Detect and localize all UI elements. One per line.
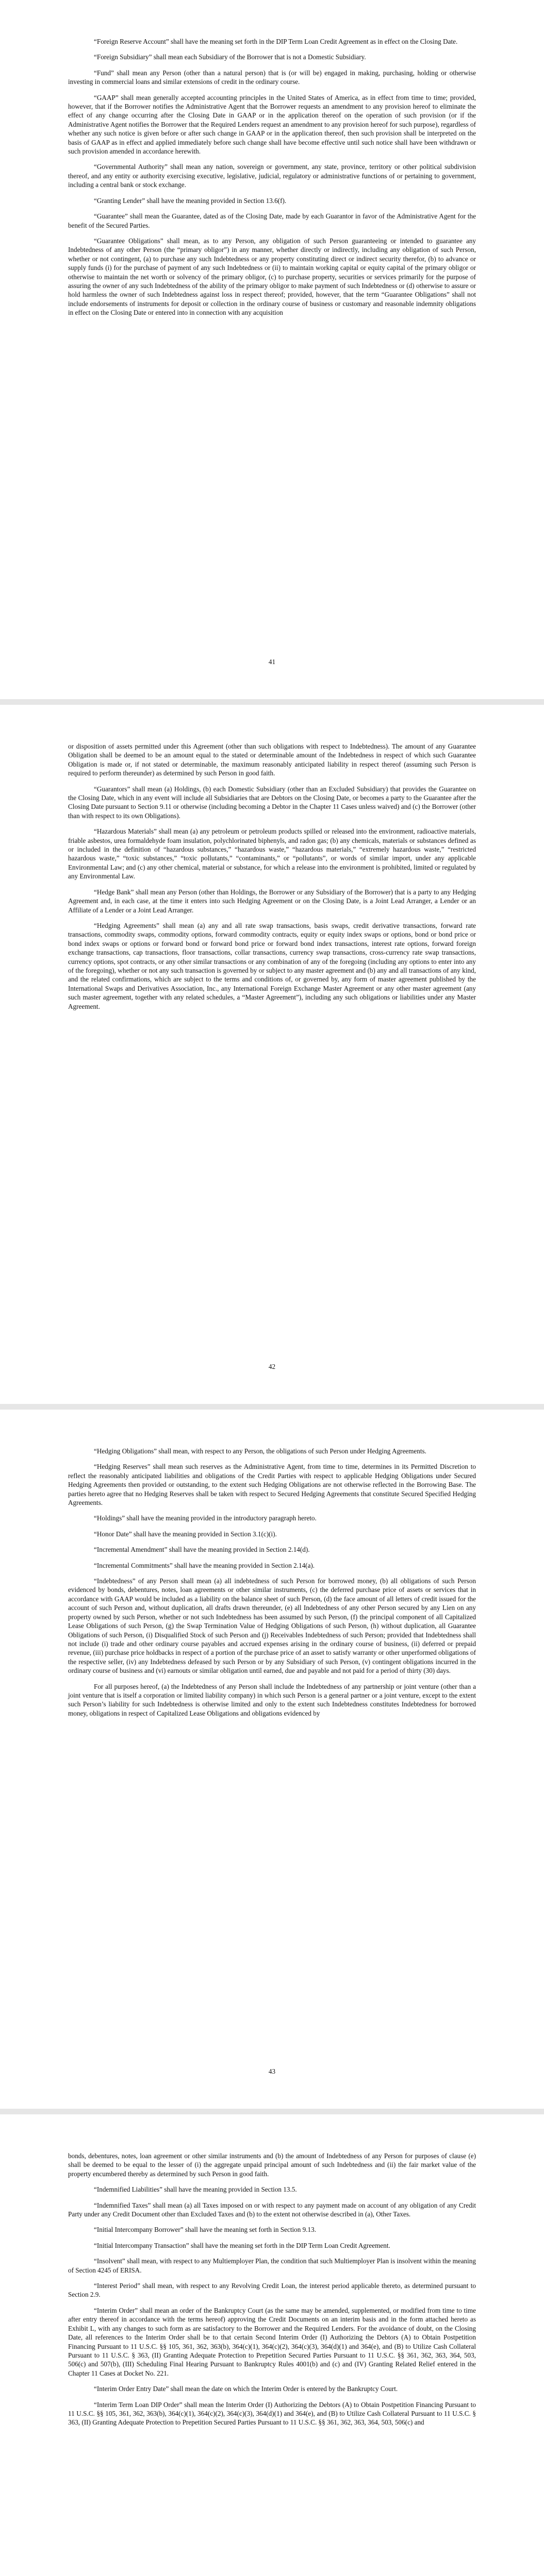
definition-paragraph: “Fund” shall mean any Person (other than a natural person) that is (or will be) engaged in making, purchasing, holding or otherwise investing in commercial loans and similar extensions of credit in the ordinary course. [68, 69, 476, 86]
definition-paragraph: “Incremental Amendment” shall have the meaning provided in Section 2.14(d). [94, 1546, 310, 1554]
page-44 [0, 2114, 544, 2576]
definition-paragraph: “Foreign Reserve Account” shall have the meaning set forth in the DIP Term Loan Credit Agreement as in effect on the Closing Date. [94, 38, 458, 45]
definition-paragraph: “Interim Order Entry Date” shall mean the date on which the Interim Order is entered by the Bankruptcy Court. [94, 2385, 398, 2393]
definition-paragraph: “Incremental Commitments” shall have the meaning provided in Section 2.14(a). [94, 1561, 315, 1569]
definition-paragraph: “Initial Intercompany Borrower” shall have the meaning set forth in Section 9.13. [94, 2226, 317, 2234]
definition-paragraph: “Insolvent” shall mean, with respect to any Multiemployer Plan, the condition that such Multiemployer Plan is insolvent within the meaning of Section 4245 of ERISA. [68, 2257, 476, 2274]
definition-paragraph: “Governmental Authority” shall mean any nation, sovereign or government, any state, province, territory or other political subdivision thereof, and any entity or authority exercising executive, legislative, judicial, regulatory or administrative functions of or pertaining to government, including a central bank or stock exchange. [68, 163, 476, 189]
definition-paragraph: “Interest Period” shall mean, with respect to any Revolving Credit Loan, the interest period applicable thereto, as determined pursuant to Section 2.9. [68, 2282, 476, 2299]
definition-paragraph: For all purposes hereof, (a) the Indebtedness of any Person shall include the Indebtedness of any partnership or joint venture (other than a joint venture that is itself a corporation or limited liability company) in which such Person is a general partner or a joint venture, except to the extent such Person’s liability for such Indebtedness is otherwise limited and only to the extent such Indebtedness constitutes Indebtedness for borrowed money, obligations in respect of Capitalized Lease Obligations and obligations evidenced by [68, 1682, 476, 1717]
definition-paragraph: “Hedging Agreements” shall mean (a) any and all rate swap transactions, basis swaps, credit derivative transactions, forward rate transactions, commodity swaps, commodity options, forward commodity contracts, equity or equity index swaps or options, bond or bond price or bond index swaps or options or forward bond or forward bond price or forward bond index transactions, interest rate options, forward foreign exchange transactions, cap transactions, floor transactions, collar transactions, currency swap transactions, cross-currency rate swap transactions, currency options, spot contracts, or any other similar transactions or any combination of any of the foregoing (including any options to enter into any of the foregoing), whether or not any such transaction is governed by or subject to any master agreement and (b) any and all transactions of any kind, and the related confirmations, which are subject to the terms and conditions of, or governed by, any form of master agreement published by the International Swaps and Derivatives Association, Inc., any International Foreign Exchange Master Agreement or any other master agreement (any such master agreement, together with any related schedules, a “Master Agreement”), including any such obligations or liabilities under any Master Agreement. [68, 921, 476, 1010]
definition-paragraph: “Hedging Obligations” shall mean, with respect to any Person, the obligations of such Person under Hedging Agreements. [94, 1447, 426, 1455]
definition-paragraph: “Hazardous Materials” shall mean (a) any petroleum or petroleum products spilled or released into the environment, radioactive materials, friable asbestos, urea formaldehyde foam insulation, polychlorinated biphenyls, and radon gas; (b) any chemicals, materials or substances defined as or included in the definition of “hazardous substances,” “hazardous waste,” “hazardous materials,” “extremely hazardous waste,” “restricted hazardous waste,” “toxic substances,” “toxic pollutants,” “contaminants,” or “pollutants”, or words of similar import, under any applicable Environmental Law; and (c) any other chemical, material or substance, for which a release into the environment is prohibited, limited or regulated by any Environmental Law. [68, 827, 476, 880]
page-number: 42 [268, 1363, 276, 1370]
definition-paragraph: “Foreign Subsidiary” shall mean each Subsidiary of the Borrower that is not a Domestic Subsidiary. [94, 53, 366, 61]
page-42 [0, 705, 544, 1404]
definition-paragraph: “Guarantee” shall mean the Guarantee, dated as of the Closing Date, made by each Guarantor in favor of the Administrative Agent for the benefit of the Secured Parties. [68, 212, 476, 229]
page-number: 43 [268, 2067, 276, 2075]
definition-paragraph: bonds, debentures, notes, loan agreement or other similar instruments and (b) the amount of Indebtedness of any Person for purposes of clause (e) shall be deemed to be equal to the lesser of (i) the aggregate unpaid principal amount of such Indebtedness and (ii) the fair market value of the property encumbered thereby as determined by such Person in good faith. [68, 2152, 476, 2178]
definition-paragraph: “Initial Intercompany Transaction” shall have the meaning set forth in the DIP Term Loan Credit Agreement. [94, 2241, 390, 2249]
definition-paragraph: or disposition of assets permitted under this Agreement (other than such obligations with respect to Indebtedness). The amount of any Guarantee Obligation shall be deemed to be an amount equal to the stated or determinable amount of the Indebtedness in respect of which such Guarantee Obligation is made or, if not stated or determinable, the maximum reasonably anticipated liability in respect thereof (assuming such Person is required to perform thereunder) as determined by such Person in good faith. [68, 742, 476, 777]
definition-paragraph: “GAAP” shall mean generally accepted accounting principles in the United States of America, as in effect from time to time; provided, however, that if the Borrower notifies the Administrative Agent that the Borrower requests an amendment to any provision hereof to eliminate the effect of any change occurring after the Closing Date in GAAP or in the application thereof on the operation of such provision (or if the Administrative Agent notifies the Borrower that the Required Lenders request an amendment to any provision hereof for such purpose), regardless of whether any such notice is given before or after such change in GAAP or in the application thereof, then such provision shall be interpreted on the basis of GAAP as in effect and applied immediately before such change shall have become effective until such notice shall have been withdrawn or such provision amended in accordance herewith. [68, 93, 476, 156]
definition-paragraph: “Hedging Reserves” shall mean such reserves as the Administrative Agent, from time to time, determines in its Permitted Discretion to reflect the reasonably anticipated liabilities and obligations of the Credit Parties with respect to applicable Hedging Obligations under Secured Hedging Agreements then provided or outstanding, to the extent such Hedging Obligations are not otherwise reflected in the Borrowing Base. The parties hereto agree that no Hedging Reserves shall be taken with respect to Secured Hedging Agreements that constitute Secured Specified Hedging Agreements. [68, 1463, 476, 1507]
definition-paragraph: “Interim Order” shall mean an order of the Bankruptcy Court (as the same may be amended, supplemented, or modified from time to time after entry thereof in accordance with the terms hereof) approving the Credit Documents on an interim basis and in the form attached hereto as Exhibit L, with any changes to such form as are satisfactory to the Borrower and the Required Lenders. For the avoidance of doubt, on the Closing Date, all references to the Interim Order shall be to that certain Second Interim Order (I) Authorizing the Debtors (A) to Obtain Postpetition Financing Pursuant to 11 U.S.C. §§ 105, 361, 362, 363(b), 364(c)(1), 364(c)(2), 364(c)(3), 364(d)(1) and 364(e), and (B) to Utilize Cash Collateral Pursuant to 11 U.S.C. § 363, (II) Granting Adequate Protection to Prepetition Secured Parties Pursuant to 11 U.S.C. §§ 361, 362, 363, 364, 503, 506(c) and 507(b), (III) Scheduling Final Hearing Pursuant to Bankruptcy Rules 4001(b) and (c) and (IV) Granting Related Relief entered in the Chapter 11 Cases at Docket No. 221. [68, 2306, 476, 2377]
definition-paragraph: “Holdings” shall have the meaning provided in the introductory paragraph hereto. [94, 1514, 317, 1522]
definition-paragraph: “Interim Term Loan DIP Order” shall mean the Interim Order (I) Authorizing the Debtors (A) to Obtain Postpetition Financing Pursuant to 11 U.S.C. §§ 105, 361, 362, 363(b), 364(c)(1), 364(c)(2), 364(c)(3), 364(d)(1) and 364(e), and (B) to Utilize Cash Collateral Pursuant to 11 U.S.C. § 363, (II) Granting Adequate Protection to Prepetition Secured Parties Pursuant to 11 U.S.C. §§ 361, 362, 363, 364, 503, 506(c) and [68, 2400, 476, 2427]
definition-paragraph: “Guarantee Obligations” shall mean, as to any Person, any obligation of such Person guaranteeing or intended to guarantee any Indebtedness of any other Person (the “primary obligor”) in any manner, whether directly or indirectly, including any obligation of such Person, whether or not contingent, (a) to purchase any such Indebtedness or any property constituting direct or indirect security therefor, (b) to advance or supply funds (i) for the purchase of payment of any such Indebtedness or (ii) to maintain working capital or equity capital of the primary obligor or otherwise to maintain the net worth or solvency of the primary obligor, (c) to purchase property, securities or services primarily for the purpose of assuring the owner of any such Indebtedness of the ability of the primary obligor to make payment of such Indebtedness or (d) otherwise to assure or hold harmless the owner of such Indebtedness against loss in respect thereof; provided, however, that the term “Guarantee Obligations” shall not include endorsements of instruments for deposit or collection in the ordinary course of business or customary and reasonable indemnity obligations in effect on the Closing Date or entered into in connection with any acquisition [68, 236, 476, 317]
page-number: 41 [268, 658, 276, 666]
page-43 [0, 1410, 544, 2109]
definition-paragraph: “Guarantors” shall mean (a) Holdings, (b) each Domestic Subsidiary (other than an Excluded Subsidiary) that provides the Guarantee on the Closing Date, which in any event will include all Subsidiaries that are Debtors on the Closing Date, or becomes a party to the Guarantee after the Closing Date pursuant to Section 9.11 or otherwise (including becoming a Debtor in the Chapter 11 Cases unless waived) and (c) the Borrower (other than with respect to its own Obligations). [68, 785, 476, 820]
page-41 [0, 0, 544, 699]
definition-paragraph: “Indebtedness” of any Person shall mean (a) all indebtedness of such Person for borrowed money, (b) all obligations of such Person evidenced by bonds, debentures, notes, loan agreements or other similar instruments, (c) the deferred purchase price of assets or services that in accordance with GAAP would be included as a liability on the balance sheet of such Person, (d) the face amount of all letters of credit issued for the account of such Person and, without duplication, all drafts drawn thereunder, (e) all Indebtedness of any other Person secured by any Lien on any property owned by such Person, whether or not such Indebtedness has been assumed by such Person, (f) the principal component of all Capitalized Lease Obligations of such Person, (g) the Swap Termination Value of Hedging Obligations of such Person, (h) without duplication, all Guarantee Obligations of such Person, (i) Disqualified Stock of such Person and (j) Receivables Indebtedness of such Person; provided that Indebtedness shall not include (i) trade and other ordinary course payables and accrued expenses arising in the ordinary course of business, (ii) deferred or prepaid revenue, (iii) purchase price holdbacks in respect of a portion of the purchase price of an asset to satisfy warranty or other unperformed obligations of the respective seller, (iv) any Indebtedness defeased by such Person or by any Subsidiary of such Person, (v) contingent obligations incurred in the ordinary course of business and (vi) earnouts or similar obligation until earned, due and payable and not paid for a period of thirty (30) days. [68, 1577, 476, 1675]
definition-paragraph: “Granting Lender” shall have the meaning provided in Section 13.6(f). [94, 196, 287, 205]
definition-paragraph: “Indemnified Liabilities” shall have the meaning provided in Section 13.5. [94, 2185, 297, 2194]
definition-paragraph: “Hedge Bank” shall mean any Person (other than Holdings, the Borrower or any Subsidiary of the Borrower) that is a party to any Hedging Agreement and, in each case, at the time it enters into such Hedging Agreement or on the Closing Date, is a Joint Lead Arranger, a Lender or an Affiliate of a Lender or a Joint Lead Arranger. [68, 888, 476, 914]
definition-paragraph: “Indemnified Taxes” shall mean (a) all Taxes imposed on or with respect to any payment made on account of any obligation of any Credit Party under any Credit Document other than Excluded Taxes and (b) to the extent not otherwise described in (a), Other Taxes. [68, 2201, 476, 2218]
definition-paragraph: “Honor Date” shall have the meaning provided in Section 3.1(c)(i). [94, 1530, 277, 1538]
